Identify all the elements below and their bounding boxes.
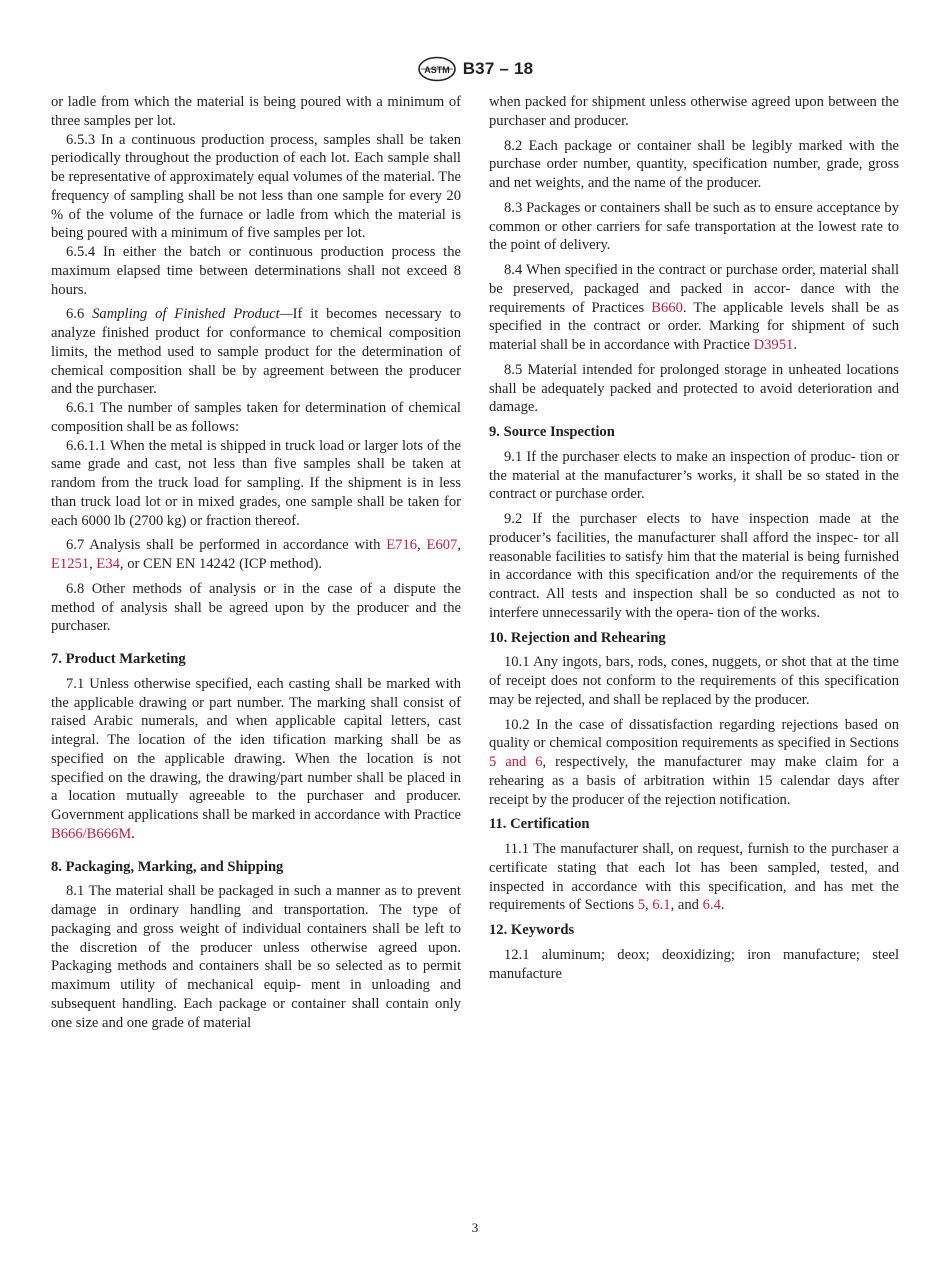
paragraph-7-1 [51, 675, 461, 844]
link-section-6-1[interactable]: 6.1 [652, 897, 671, 914]
text-run: 6.7 Analysis shall be performed in accordance with [66, 537, 387, 554]
paragraph-6-7 [51, 536, 461, 574]
text-run: . [720, 897, 725, 914]
text-run: 11.1 The manufacturer shall, on request, furnish to the purchaser a certificate stating that each lot has been sampled, tested, and inspected in accordance with this specification, and has met the requirements of Sections [489, 841, 899, 914]
heading-section-11: 11. Certification [489, 816, 590, 833]
page-header [0, 56, 950, 82]
paragraph-8-2: 8.2 Each package or container shall be legibly marked with the purchase order number, quantity, specification number, grade, gross and net weights, and the name of the producer. [489, 137, 899, 191]
link-e607[interactable]: E607 [426, 537, 458, 554]
heading-section-7: 7. Product Marketing [51, 651, 186, 667]
section-title: Sampling of Finished Product— [92, 306, 293, 323]
paragraph-11-1 [489, 840, 899, 915]
link-sections-5-and-6[interactable]: 5 and 6 [489, 754, 543, 770]
paragraph-6-5-2-continued: or ladle from which the material is being poured with a minimum of three samples per lot. [51, 94, 461, 129]
paragraph-6-5-3: 6.5.3 In a continuous production process, samples shall be taken periodically throughout the production of each lot. Each sample shall be representative of approximately equal volumes of the material. The frequency of sampling shall be not less than one sample for every 20 % of the volume of the furnace or ladle from which the material is being poured with a minimum of five samples per lot. [51, 131, 461, 242]
text-run: . [793, 337, 797, 353]
paragraph-8-4 [489, 261, 899, 355]
section-number: 6.6 [66, 306, 85, 323]
paragraph-10-1: 10.1 Any ingots, bars, rods, cones, nuggets, or shot that at the time of receipt does not conform to the requirements of this specification may be rejected, and shall be replaced by the producer. [489, 654, 899, 708]
link-e716[interactable]: E716 [386, 537, 418, 554]
text-run: , [417, 537, 427, 554]
paragraph-8-1-continued: when packed for shipment unless otherwise agreed upon between the purchaser and producer. [489, 94, 899, 129]
standard-designation: B37 – 18 [462, 59, 534, 78]
paragraph-8-3: 8.3 Packages or containers shall be such as to ensure acceptance by common or other carriers for safe transportation at the lowest rate to the point of delivery. [489, 199, 899, 254]
paragraph-9-2: 9.2 If the purchaser elects to have inspection made at the producer’s facilities, the manufacturer shall afford the inspec- tor all reasonable facilities to satisfy him that the material is being furnished in accordance with this specification and/or the requirements of the contract. All tests and inspection shall be so conducted as not to interfere unnecessarily with the opera- tion of the works. [489, 511, 899, 621]
link-b666[interactable]: B666/B666M [51, 825, 132, 842]
heading-section-12: 12. Keywords [489, 922, 575, 938]
paragraph-6-6 [51, 305, 461, 399]
page-number: 3 [471, 1220, 479, 1235]
text-run: 8.4 When specified in the contract or purchase order, material shall be preserved, packaged and packed in accor- dance with the requirements of Practices [489, 262, 899, 316]
text-run: , or CEN EN 14242 (ICP method). [119, 556, 323, 572]
paragraph-6-8: 6.8 Other methods of analysis or in the case of a dispute the method of analysis shall be agreed upon by the producer and the purchaser. [51, 580, 461, 635]
paragraph-6-6-1-1: 6.6.1.1 When the metal is shipped in truck load or larger lots of the same grade and cast, not less than five samples shall be taken at random from the truck load for sampling. If the shipment is in less than truck load lot or in mixed grades, one sample shall be taken for each 6000 lb (2700 kg) or fraction thereof. [51, 437, 461, 529]
text-run: 7.1 Unless otherwise specified, each casting shall be marked with the applicable drawing or part number. The marking shall consist of raised Arabic numerals, and when applicable capital letters, cast integral. The location of the iden tification marking shall be as specified on the applicable drawing. When the location is not specified on the drawing, the drawing/part number shall be placed in a location mutually agreeable to the purchaser and producer. Government applications shall be marked in accordance with Practice [51, 675, 461, 823]
link-e34[interactable]: E34 [96, 556, 120, 572]
text-run: , respectively, the manufacturer may make claim for a rehearing as a basis of arbitration within 15 calendar days after receipt by the producer of the rejection notification. [489, 754, 899, 808]
text-run: , [89, 556, 97, 572]
right-column [489, 93, 899, 989]
astm-logo-icon [417, 56, 457, 82]
link-section-6-4[interactable]: 6.4 [702, 897, 721, 914]
left-column [51, 93, 461, 1038]
paragraph-8-1: 8.1 The material shall be packaged in such a manner as to prevent damage in ordinary handling and transportation. The type of packaging and gross weight of individual containers shall be left to the discretion of the producer unless otherwise agreed upon. Packaging methods and containers shall be so selected as to permit maximum utility of mechanical equip- ment in unloading and subsequent handling. Each package or container shall contain only one size and one grade of material [51, 883, 461, 1031]
paragraph-10-2 [489, 716, 899, 810]
text-run: , [645, 897, 653, 914]
paragraph-9-1: 9.1 If the purchaser elects to make an inspection of produc- tion or the material at the manufacturer’s works, it shall be so stated in the contract or purchase order. [489, 448, 899, 503]
heading-section-9: 9. Source Inspection [489, 424, 615, 440]
text-run: , [457, 537, 461, 554]
heading-section-8: 8. Packaging, Marking, and Shipping [51, 858, 284, 875]
heading-section-10: 10. Rejection and Rehearing [489, 629, 666, 646]
paragraph-6-6-1: 6.6.1 The number of samples taken for determination of chemical composition shall be as follows: [51, 400, 461, 435]
text-run: . [131, 825, 135, 842]
paragraph-12-1: 12.1 aluminum; deox; deoxidizing; iron manufacture; steel manufacture [489, 946, 899, 982]
section-text: If it becomes necessary to analyze finished product for conformance to chemical composition limits, the method used to sample product for the determination of chemical composition shall be by agreement between the producer and the purchaser. [51, 306, 461, 398]
link-e1251[interactable]: E1251 [51, 556, 90, 572]
link-section-5[interactable]: 5 [637, 897, 646, 914]
link-b660[interactable]: B660 [651, 299, 683, 316]
link-d3951[interactable]: D3951 [753, 337, 794, 353]
paragraph-8-5: 8.5 Material intended for prolonged storage in unheated locations shall be adequately packed and protected to avoid deterioration and damage. [489, 361, 899, 416]
text-run: . The applicable levels shall be as specified in the contract or order. Marking for shipment of such material shall be in accordance with Practice [489, 299, 899, 353]
logo-text: ASTM [423, 65, 450, 75]
text-run: 10.2 In the case of dissatisfaction regarding rejections based on quality or chemical composition requirements as specified in Sections [489, 716, 899, 752]
paragraph-6-5-4: 6.5.4 In either the batch or continuous production process the maximum elapsed time between determinations shall not exceed 8 hours. [51, 244, 461, 298]
text-run: , and [670, 897, 703, 914]
